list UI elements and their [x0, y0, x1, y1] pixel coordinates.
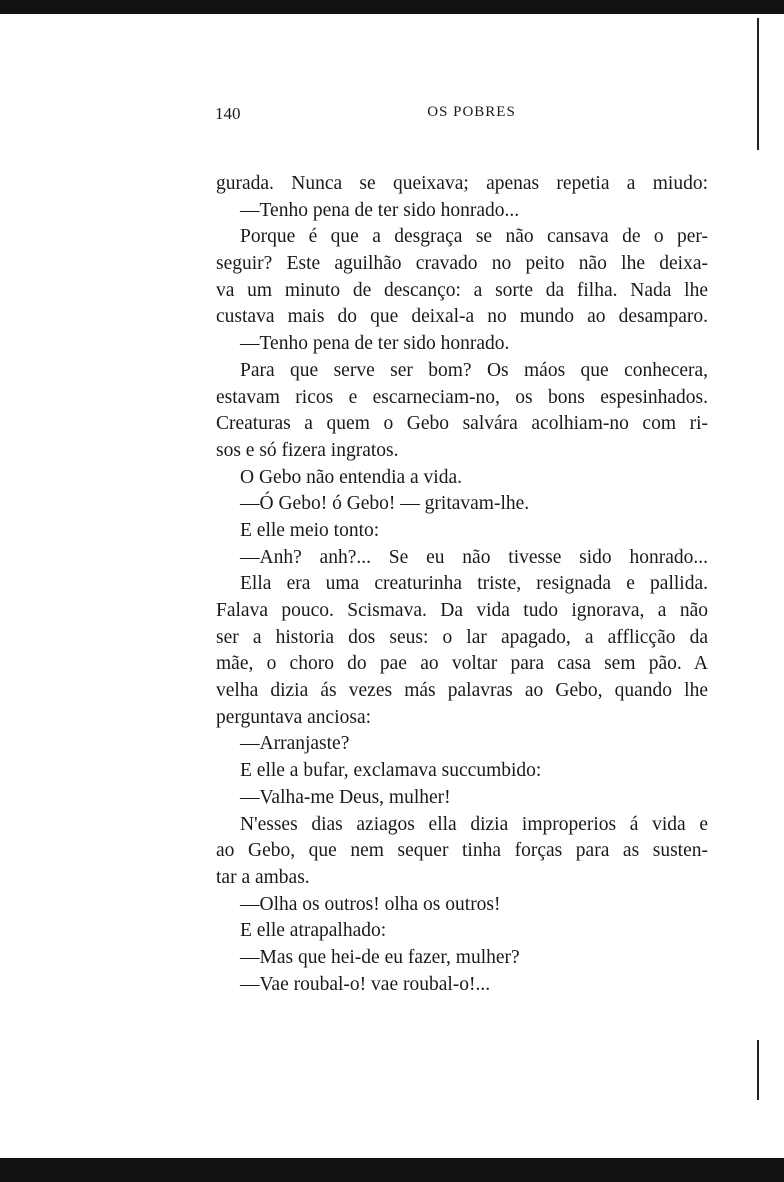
text-line: Creaturas a quem o Gebo salvára acolhiam-no com ri- — [216, 413, 708, 435]
text-line: O Gebo não entendia a vida. — [240, 466, 463, 488]
text-line: ao Gebo, que nem sequer tinha forças para as susten- — [216, 840, 708, 862]
text-line: seguir? Este aguilhão cravado no peito não lhe deixa- — [216, 253, 708, 275]
text-line: Falava pouco. Scismava. Da vida tudo ignorava, a não — [216, 600, 708, 621]
text-line: N'esses dias aziagos ella dizia improperios á vida e — [240, 813, 708, 835]
text-line: custava mais do que deixal-a no mundo ao desamparo. — [216, 306, 708, 328]
text-line: E elle atrapalhado: — [240, 920, 387, 942]
text-line: —Vae roubal-o! vae roubal-o!... — [240, 973, 491, 995]
scan-border-top — [0, 0, 784, 14]
page-number: 140 — [215, 104, 241, 123]
text-line: mãe, o choro do pae ao voltar para casa sem pão. A — [216, 653, 708, 675]
page-header — [215, 104, 708, 128]
text-line: ser a historia dos seus: o lar apagado, a afflicção da — [216, 626, 708, 648]
text-line: E elle a bufar, exclamava succumbido: — [240, 760, 542, 782]
scan-edge-mark — [757, 1040, 759, 1100]
text-line: Ella era uma creaturinha triste, resignada e pallida. — [240, 573, 708, 595]
text-line: E elle meio tonto: — [240, 519, 380, 541]
text-line: —Ó Gebo! ó Gebo! — gritavam-lhe. — [240, 493, 530, 515]
text-line: tar a ambas. — [216, 866, 310, 888]
text-line: sos e só fizera ingratos. — [216, 439, 399, 461]
text-line: perguntava anciosa: — [216, 706, 372, 728]
text-line: —Anh? anh?... Se eu não tivesse sido honrado... — [240, 546, 708, 568]
text-line: —Tenho pena de ter sido honrado... — [240, 199, 520, 221]
scan-edge-mark — [757, 18, 759, 150]
text-line: estavam ricos e escarneciam-no, os bons espesinhados. — [216, 386, 708, 408]
text-line: —Arranjaste? — [240, 733, 350, 755]
text-line: velha dizia ás vezes más palavras ao Gebo, quando lhe — [216, 680, 708, 702]
text-line: Porque é que a desgraça se não cansava de o per- — [240, 226, 708, 248]
text-line: Para que serve ser bom? Os máos que conhecera, — [240, 359, 708, 381]
text-line: —Mas que hei-de eu fazer, mulher? — [240, 946, 520, 968]
text-line: —Tenho pena de ter sido honrado. — [240, 333, 510, 355]
scan-border-bottom — [0, 1158, 784, 1182]
text-line: va um minuto de descanço: a sorte da filha. Nada lhe — [216, 279, 708, 301]
page-body-text — [216, 171, 708, 998]
text-line: —Olha os outros! olha os outros! — [240, 893, 501, 915]
text-line: gurada. Nunca se queixava; apenas repetia a miudo: — [216, 173, 708, 194]
running-title: OS POBRES — [427, 104, 516, 120]
text-line: —Valha-me Deus, mulher! — [240, 786, 451, 808]
